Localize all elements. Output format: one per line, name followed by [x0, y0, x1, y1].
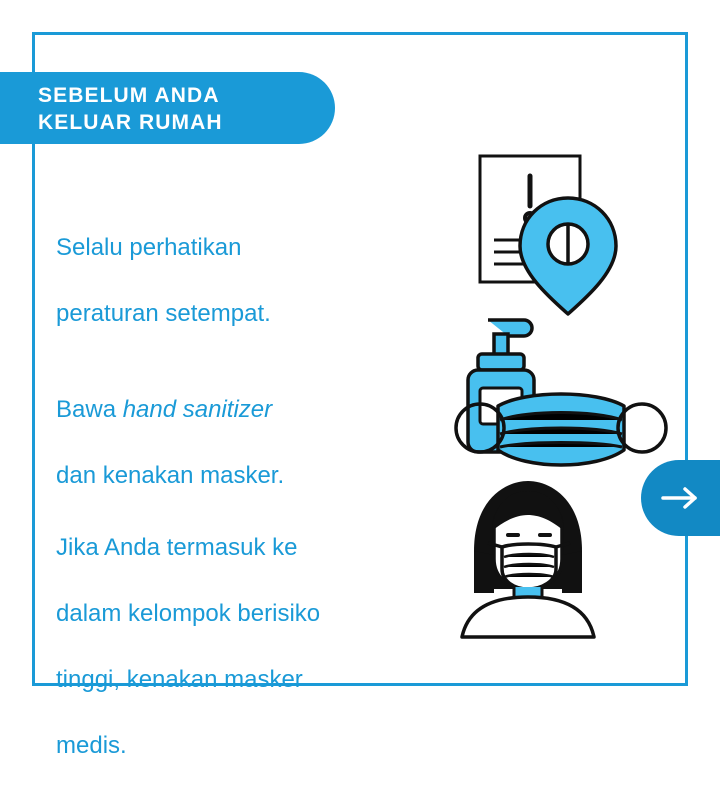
next-button[interactable]	[641, 460, 720, 536]
tip-1-line-1: Selalu perhatikan	[56, 234, 242, 261]
header-title-line-2: KELUAR RUMAH	[38, 111, 223, 134]
sanitizer-bottle-and-face-mask-icon	[416, 310, 686, 495]
tip-row-3	[56, 498, 656, 795]
tip-3-line-2: dalam kelompok berisiko	[56, 600, 321, 627]
tip-2-line-1	[56, 393, 386, 426]
person-wearing-medical-mask-icon	[428, 473, 628, 648]
header-banner	[0, 72, 335, 144]
tip-3-line-4: medis.	[56, 732, 127, 759]
tip-1-text	[56, 198, 386, 363]
tip-3-line-1: Jika Anda termasuk ke	[56, 534, 298, 561]
tip-3-line-3: tinggi, kenakan masker	[56, 666, 303, 693]
tip-2-prefix: Bawa	[56, 396, 123, 423]
tip-2-line-2: dan kenakan masker.	[56, 462, 285, 489]
document-location-pin-icon	[456, 148, 646, 323]
tip-1-line-2: peraturan setempat.	[56, 300, 271, 327]
arrow-right-icon	[661, 485, 701, 511]
tip-3-text	[56, 498, 386, 795]
tip-2-italic-term: hand sanitizer	[122, 396, 273, 423]
header-title-line-1: SEBELUM ANDA	[38, 84, 220, 107]
